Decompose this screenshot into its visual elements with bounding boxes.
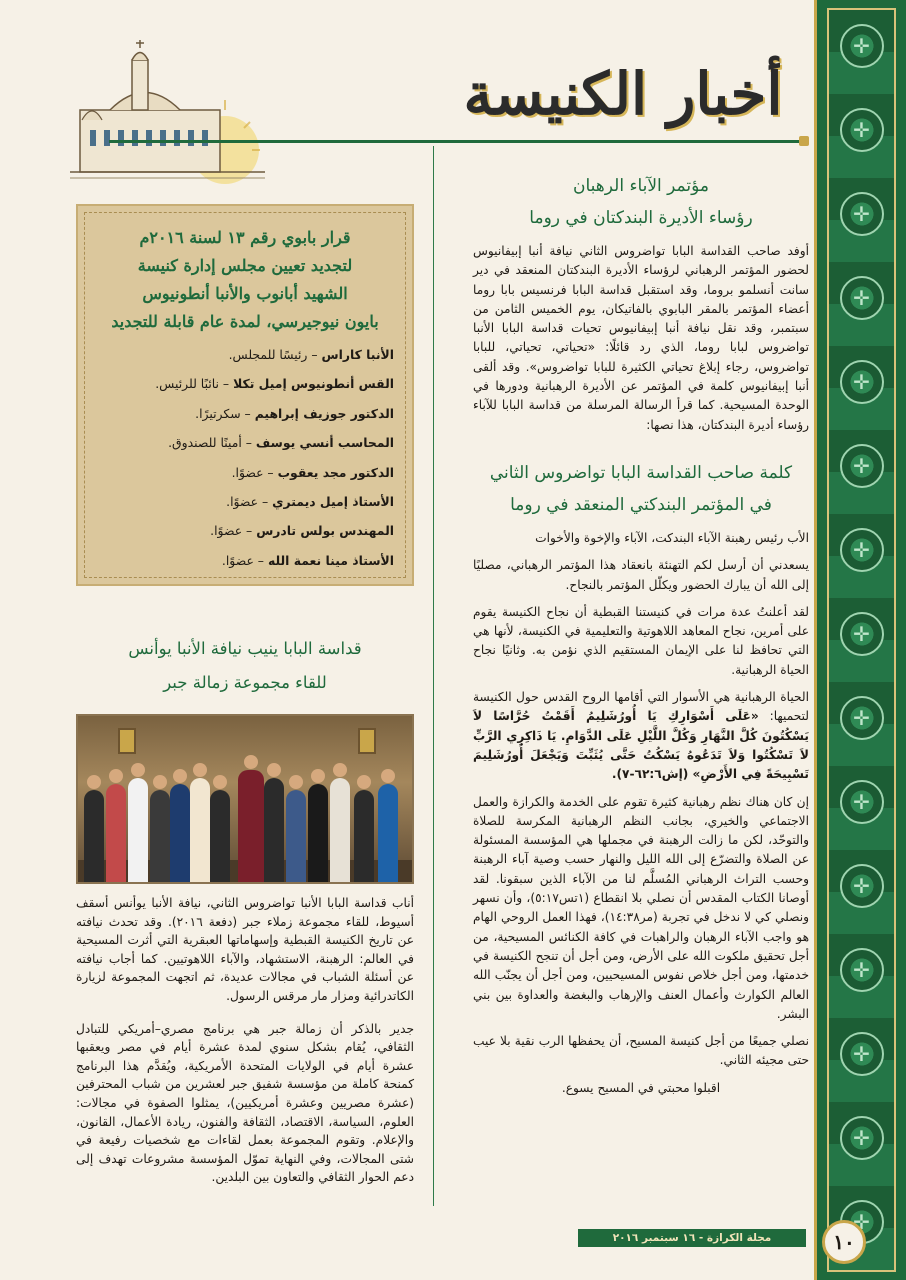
- cross-medallion-icon: [840, 696, 884, 740]
- article1-paragraph: أوفد صاحب القداسة البابا تواضروس الثاني نيافة أنبا إبيفانيوس لحضور المؤتمر الرهباني لرؤساء الأديرة البندكتان المنعقد في دير سانت أنسلمو بروما، وقد استقبل قداسة البابا فرنسيس بابا روما أعضاء المؤتمر بالمقر البابوي بالفاتيكان، يوم الخميس الثامن من سبتمبر، وقد نقل نيافة أنبا إبيفانيوس تحيات قداسة البابا الأنبا تواضروس لبابا روما، الذي رد قائلًا: «تحياتي، تحياتي، للبابا تواضروس، رجاء إبلاغ تحياتي الكثيرة للبابا تواضروس». وقد ألقى أنبا إبيفانيوس كلمة في المؤتمر عن الأديرة الرهبانية ودورها في الوحدة المسيحية. كما قرأ الرسالة المرسلة من قداسة البابا للآباء رؤساء أديرة البندكتان، هذا نصها:: [473, 244, 809, 432]
- member-role: – عضوًا.: [221, 552, 264, 568]
- person-head: [267, 763, 281, 777]
- person-head: [311, 769, 325, 783]
- article3-paragraph-1: أناب قداسة البابا الأنبا تواضروس الثاني، نيافة الأنبا يوأنس أسقف أسيوط، للقاء مجموعة زملاء جبر (دفعة ٢٠١٦). وقد تحدث نيافته عن تاريخ الكنيسة القبطية وإسهاماتها العبقرية التي أثرت المسيحية في العالم: الرهبنة، الاستشهاد، والآباء اللاهوتيين. كما أجاب نيافته عن أسئلة الشباب في مجالات عديدة، ثم اتجهت المجموعة لزيارة الكاتدرائية ومزار مار مرقس الرسول.: [76, 896, 414, 1003]
- article2-paragraph-2: لقد أعلنتُ عدة مرات في كنيستنا القبطية أن نجاح الكنيسة يقوم على أمرين، نجاح المعاهد اللاهوتية والتعليمية في الكنيسة، لأنها هي التي تحافظ لنا على الإيمان المستقيم الذي نؤمن به. وثانيًا نجاح الحياة الرهبانية.: [473, 604, 809, 677]
- person-head: [193, 763, 207, 777]
- decree-title: [96, 224, 394, 336]
- member-role: – عضوًا.: [226, 494, 269, 510]
- cross-medallion-icon: [840, 24, 884, 68]
- issue-footer: مجلة الكرازة - ١٦ سبتمبر ٢٠١٦: [578, 1229, 806, 1247]
- ornamental-border: [814, 0, 906, 1280]
- cross-medallion-icon: [840, 948, 884, 992]
- list-item: [96, 458, 394, 487]
- article1-title-line1: مؤتمر الآباء الرهبان: [573, 176, 709, 196]
- person-figure: [238, 770, 264, 882]
- article2-paragraph-3-intro: الحياة الرهبانية هي الأسوار التي أقامها الروح القدس حول الكنيسة لتحميها:: [473, 690, 810, 724]
- list-item: [96, 399, 394, 428]
- person-figure: [106, 784, 126, 882]
- person-head: [173, 769, 187, 783]
- decree-title-line4: بايون نيوجيرسي، لمدة عام قابلة للتجديد: [111, 312, 379, 331]
- member-name: الأستاذ مينا نعمة الله: [267, 552, 394, 568]
- cross-medallion-icon: [840, 360, 884, 404]
- list-item: [96, 487, 394, 516]
- member-role: – أمينًا للصندوق.: [168, 435, 252, 451]
- decree-title-line1: قرار بابوي رقم ١٣ لسنة ٢٠١٦م: [139, 228, 351, 247]
- masthead-rule: [109, 140, 809, 143]
- person-figure: [84, 790, 104, 882]
- article2-title-line1: كلمة صاحب القداسة البابا تواضروس الثاني: [489, 462, 793, 483]
- group-photo: [76, 714, 414, 884]
- scripture-quote: «عَلَى أَسْوَارِكِ يَا أُورُشَلِيمُ أَقَمْتُ حُرَّاسًا لاَ يَسْكُتُونَ كُلَّ النَّهَارِ وَكُلَّ اللَّيْلِ عَلَى الدَّوَامِ. يَا ذَاكِرِي الرَّبِّ لاَ تَسْكُتُوا وَلاَ تَدَعُوهُ يَسْكُتُ حَتَّى يُثَبِّتَ وَيَجْعَلَ أُورُشَلِيمَ تَسْبِيحَةً فِي الأَرْضِ» (إش٦٢:٦-٧).: [473, 709, 809, 782]
- member-name: القس أنطونيوس إميل تكلا: [233, 376, 394, 392]
- person-figure: [378, 784, 398, 882]
- person-head: [357, 775, 371, 789]
- article3-title: [76, 632, 414, 700]
- person-figure: [264, 778, 284, 882]
- person-figure: [170, 784, 190, 882]
- cross-medallion-icon: [840, 612, 884, 656]
- member-name: الأنبا كاراس: [321, 347, 394, 362]
- person-figure: [308, 784, 328, 882]
- wall-icon-right: [358, 728, 376, 754]
- member-role: – سكرتيرًا.: [195, 405, 251, 421]
- list-item: [96, 546, 394, 575]
- wall-icon-left: [118, 728, 136, 754]
- cross-medallion-icon: [840, 1032, 884, 1076]
- person-figure: [128, 778, 148, 882]
- person-head: [381, 769, 395, 783]
- list-item: [96, 428, 394, 457]
- decree-title-line3: الشهيد أبانوب والأنبا أنطونيوس: [142, 284, 348, 303]
- cross-medallion-icon: [840, 192, 884, 236]
- person-figure: [286, 790, 306, 882]
- right-column: [473, 170, 809, 1098]
- article2-paragraph-1: يسعدني أن أرسل لكم التهنئة بانعقاد هذا المؤتمر الرهباني، مصليًا إلى الله أن يبارك الحضور ويكلّل المؤتمر بالنجاح.: [473, 558, 809, 592]
- article2-paragraph-4: إن كان هناك نظم رهبانية كثيرة تقوم على الخدمة والكرازة والعمل الاجتماعي والخيري، بجانب النظم الرهبانية المكرسة للصلاة والتوحّد، لكن ما زالت الرهبنة في مجملها هي المؤسسة المسئولة عن الصلاة والتضرّع إلى الله الليل والنهار حسب وصية آباء الرهبنة وحسب التراث الرهباني المُسلَّم لنا من الآباء الذين سبقونا. لقد أوصانا الكتاب المقدس أن نصلي بلا انقطاع (١تس٥:١٧)، وأن نسهر ونصلي كي لا ندخل في تجربة (مر١٤:٣٨)، فهذا العمل الروحي الهام هو واجب الآباء الرهبان والراهبات في كافة الكنائس المسيحية، من أجل تحقيق ملكوت الله على الأرض، ومن أجل أن تنجح الكنيسة في خدمتها، ومن أجل خلاص نفوس المسيحيين، ومن أجل أن يجنّب الله العالم الكوارث وأعمال العنف والإرهاب والبغضة والعداوة بين بني البشر.: [473, 794, 809, 1021]
- article2-paragraph-5: نصلي جميعًا من أجل كنيسة المسيح، أن يحفظها الرب نقية بلا عيب حتى مجيئه الثاني.: [473, 1034, 809, 1068]
- article1-title: [473, 170, 809, 234]
- article3-title-line2: للقاء مجموعة زمالة جبر: [163, 673, 327, 692]
- decree-box: [76, 204, 414, 586]
- member-role: – نائبًا للرئيس.: [155, 376, 230, 392]
- section-masthead: أخبار الكنيسة: [463, 60, 783, 128]
- cross-medallion-icon: [840, 528, 884, 572]
- cross-medallion-icon: [840, 276, 884, 320]
- article2-title: [473, 457, 809, 521]
- border-pattern: [827, 8, 896, 1272]
- member-role: – عضوًا.: [231, 464, 274, 480]
- cross-medallion-icon: [840, 864, 884, 908]
- person-figure: [190, 778, 210, 882]
- member-name: المحاسب أنسي يوسف: [255, 435, 394, 451]
- member-role: – عضوًا.: [210, 523, 253, 539]
- person-head: [109, 769, 123, 783]
- list-item: [96, 516, 394, 545]
- article2-closing: اقبلوا محبتي في المسيح يسوع.: [561, 1080, 721, 1095]
- left-column: [76, 204, 414, 1187]
- cross-medallion-icon: [840, 780, 884, 824]
- person-head: [289, 775, 303, 789]
- article2-title-line2: في المؤتمر البندكتي المنعقد في روما: [510, 494, 772, 515]
- article2-paragraph-3: [473, 688, 809, 784]
- person-head: [131, 763, 145, 777]
- article3-title-line1: قداسة البابا ينيب نيافة الأنبا يوأنس: [128, 639, 362, 658]
- person-figure: [330, 778, 350, 882]
- column-divider: [433, 146, 434, 1206]
- person-figure: [354, 790, 374, 882]
- article1-title-line2: رؤساء الأديرة البندكتان في روما: [529, 208, 753, 228]
- cross-medallion-icon: [840, 1116, 884, 1160]
- church-illustration-icon: [70, 40, 265, 190]
- cross-medallion-icon: [840, 444, 884, 488]
- person-head: [153, 775, 167, 789]
- member-list: [96, 340, 394, 575]
- member-name: المهندس بولس تادرس: [256, 523, 394, 539]
- member-name: الدكتور جوزيف إبراهيم: [254, 405, 394, 421]
- member-role: – رئيسًا للمجلس.: [228, 347, 318, 362]
- person-head: [333, 763, 347, 777]
- list-item: [96, 340, 394, 369]
- person-head: [87, 775, 101, 789]
- person-figure: [210, 790, 230, 882]
- article3-paragraph-2: جدير بالذكر أن زمالة جبر هي برنامج مصري–أمريكي للتبادل الثقافي، يُقام بشكل سنوي لمدة عشرة أيام في مصر ويعقبها عشرة أيام في الولايات المتحدة الأمريكية، ويُقدَّم هذا البرنامج كمنحة كاملة من مؤسسة شفيق جبر لعشرين من شباب المحترفين (عشرة مصريين وعشرة أمريكيين)، يمثلوا الصفوة في مجالات: العلوم، السياسة، الاقتصاد، الثقافة والفنون، ريادة الأعمال، القانون، والإعلام. وتقوم المجموعة بعمل لقاءات مع شخصيات رفيعة في شتى المجالات، وفي النهاية تموّل المؤسسة مشروعات تهدف إلى دعم الحوار الثقافي والتعاون بين البلدين.: [76, 1021, 414, 1185]
- page-number: ١٠: [822, 1220, 866, 1264]
- decree-title-line2: لتجديد تعيين مجلس إدارة كنيسة: [137, 256, 353, 275]
- person-head: [213, 775, 227, 789]
- section-gap: [473, 435, 809, 457]
- member-name: الدكتور مجد يعقوب: [277, 464, 394, 480]
- person-figure: [150, 790, 170, 882]
- member-name: الأستاذ إميل ديمتري: [272, 494, 394, 510]
- article2-salutation: الأب رئيس رهبنة الآباء البندكت، الآباء والإخوة والأخوات: [535, 530, 809, 545]
- person-head: [244, 755, 258, 769]
- list-item: [96, 369, 394, 398]
- cross-medallion-icon: [840, 108, 884, 152]
